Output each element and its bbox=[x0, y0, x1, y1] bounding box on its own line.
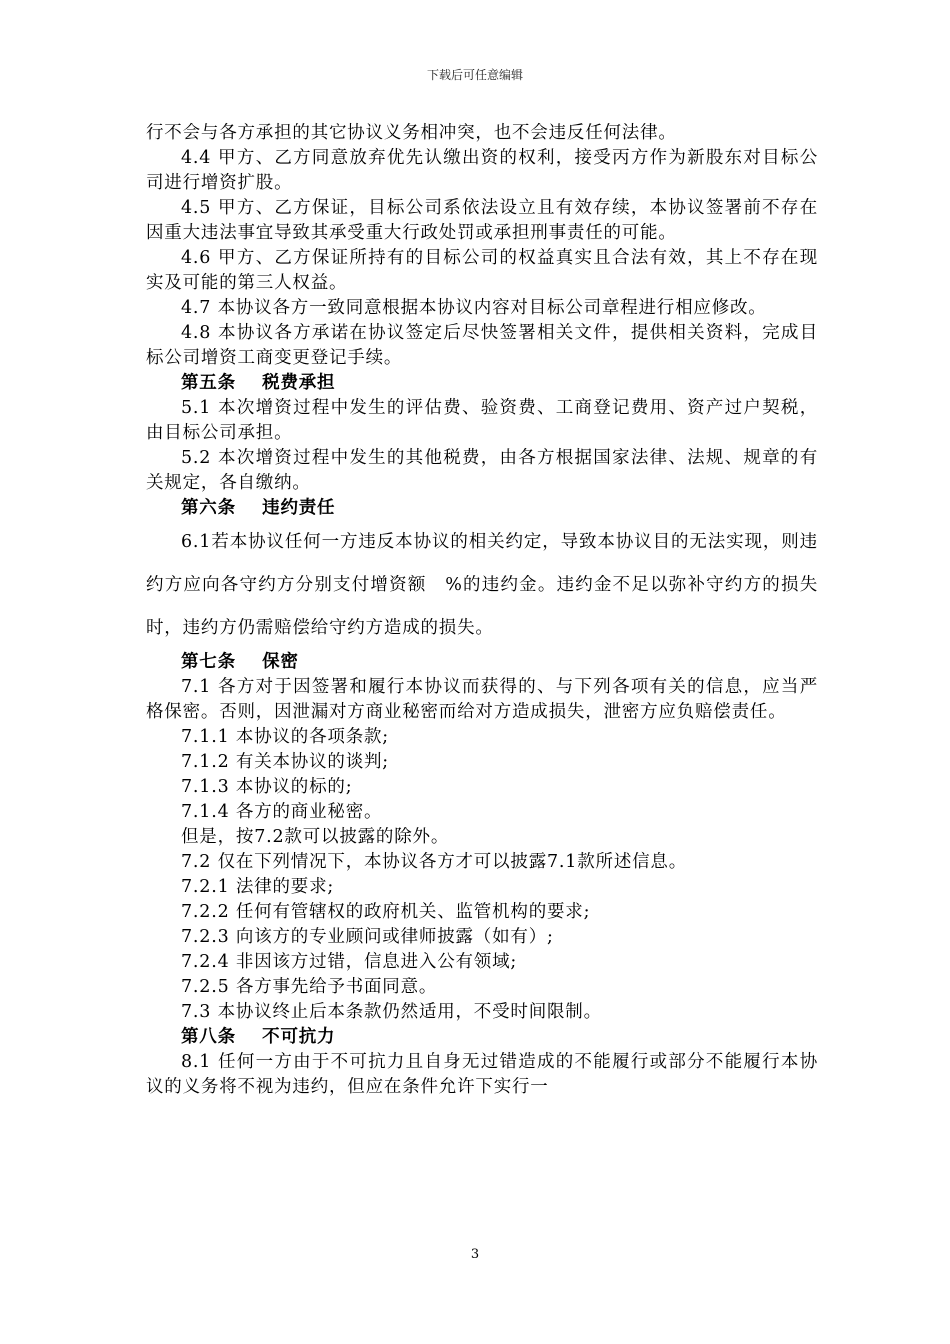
clause-7-2-5: 7.2.5 各方事先给予书面同意。 bbox=[181, 977, 438, 997]
paragraph: 行不会与各方承担的其它协议义务相冲突，也不会违反任何法律。 bbox=[146, 123, 677, 143]
clause-exception: 但是，按7.2款可以披露的除外。 bbox=[181, 827, 450, 847]
article-title: 违约责任 bbox=[262, 498, 336, 518]
article-6-heading bbox=[146, 496, 818, 521]
clause-5-2: 5.2 本次增资过程中发生的其他税费，由各方根据国家法律、法规、规章的有关规定，各自缴纳。 bbox=[146, 448, 818, 493]
article-5-heading bbox=[146, 371, 818, 396]
article-title: 税费承担 bbox=[262, 373, 336, 393]
clause-4-6: 4.6 甲方、乙方保证所持有的目标公司的权益真实且合法有效，其上不存在现实及可能的第三人权益。 bbox=[146, 248, 818, 293]
article-number: 第七条 bbox=[181, 652, 236, 672]
article-title: 不可抗力 bbox=[262, 1027, 336, 1047]
clause-7-2-2: 7.2.2 任何有管辖权的政府机关、监管机构的要求; bbox=[181, 902, 591, 922]
clause-7-3: 7.3 本协议终止后本条款仍然适用，不受时间限制。 bbox=[181, 1002, 602, 1022]
article-7-heading bbox=[146, 650, 818, 675]
article-number: 第六条 bbox=[181, 498, 236, 518]
clause-7-2: 7.2 仅在下列情况下，本协议各方才可以披露7.1款所述信息。 bbox=[181, 852, 688, 872]
clause-7-1: 7.1 各方对于因签署和履行本协议而获得的、与下列各项有关的信息，应当严格保密。否则，因泄漏对方商业秘密而给对方造成损失，泄密方应负赔偿责任。 bbox=[146, 677, 818, 722]
clause-4-8: 4.8 本协议各方承诺在协议签定后尽快签署相关文件，提供相关资料，完成目标公司增资工商变更登记手续。 bbox=[146, 323, 818, 368]
clause-7-1-2: 7.1.2 有关本协议的谈判; bbox=[181, 752, 389, 772]
clause-4-4: 4.4 甲方、乙方同意放弃优先认缴出资的权利，接受丙方作为新股东对目标公司进行增资扩股。 bbox=[146, 148, 818, 193]
clause-8-1: 8.1 任何一方由于不可抗力且自身无过错造成的不能履行或部分不能履行本协议的义务将不视为违约，但应在条件允许下实行一 bbox=[146, 1052, 818, 1097]
page-number: 3 bbox=[470, 1247, 480, 1262]
document-body bbox=[146, 121, 818, 1100]
clause-4-5: 4.5 甲方、乙方保证，目标公司系依法设立且有效存续，本协议签署前不存在因重大违法事宜导致其承受重大行政处罚或承担刑事责任的可能。 bbox=[146, 198, 818, 243]
article-number: 第五条 bbox=[181, 373, 236, 393]
article-title: 保密 bbox=[262, 652, 299, 672]
clause-5-1: 5.1 本次增资过程中发生的评估费、验资费、工商登记费用、资产过户契税，由目标公司承担。 bbox=[146, 398, 818, 443]
clause-6-1: 6.1若本协议任何一方违反本协议的相关约定，导致本协议目的无法实现，则违约方应向各守约方分别支付增资额 %的违约金。违约金不足以弥补守约方的损失时，违约方仍需赔偿给守约方造成的损失。 bbox=[146, 532, 818, 638]
clause-7-2-1: 7.2.1 法律的要求; bbox=[181, 877, 335, 897]
clause-7-1-1: 7.1.1 本协议的各项条款; bbox=[181, 727, 389, 747]
clause-7-1-3: 7.1.3 本协议的标的; bbox=[181, 777, 353, 797]
clause-7-2-4: 7.2.4 非因该方过错，信息进入公有领域; bbox=[181, 952, 518, 972]
page-header: 下载后可任意编辑 bbox=[426, 68, 523, 82]
article-8-heading bbox=[146, 1025, 818, 1050]
article-number: 第八条 bbox=[181, 1027, 236, 1047]
clause-7-2-3: 7.2.3 向该方的专业顾问或律师披露（如有）; bbox=[181, 927, 554, 947]
clause-4-7: 4.7 本协议各方一致同意根据本协议内容对目标公司章程进行相应修改。 bbox=[181, 298, 767, 318]
clause-7-1-4: 7.1.4 各方的商业秘密。 bbox=[181, 802, 383, 822]
